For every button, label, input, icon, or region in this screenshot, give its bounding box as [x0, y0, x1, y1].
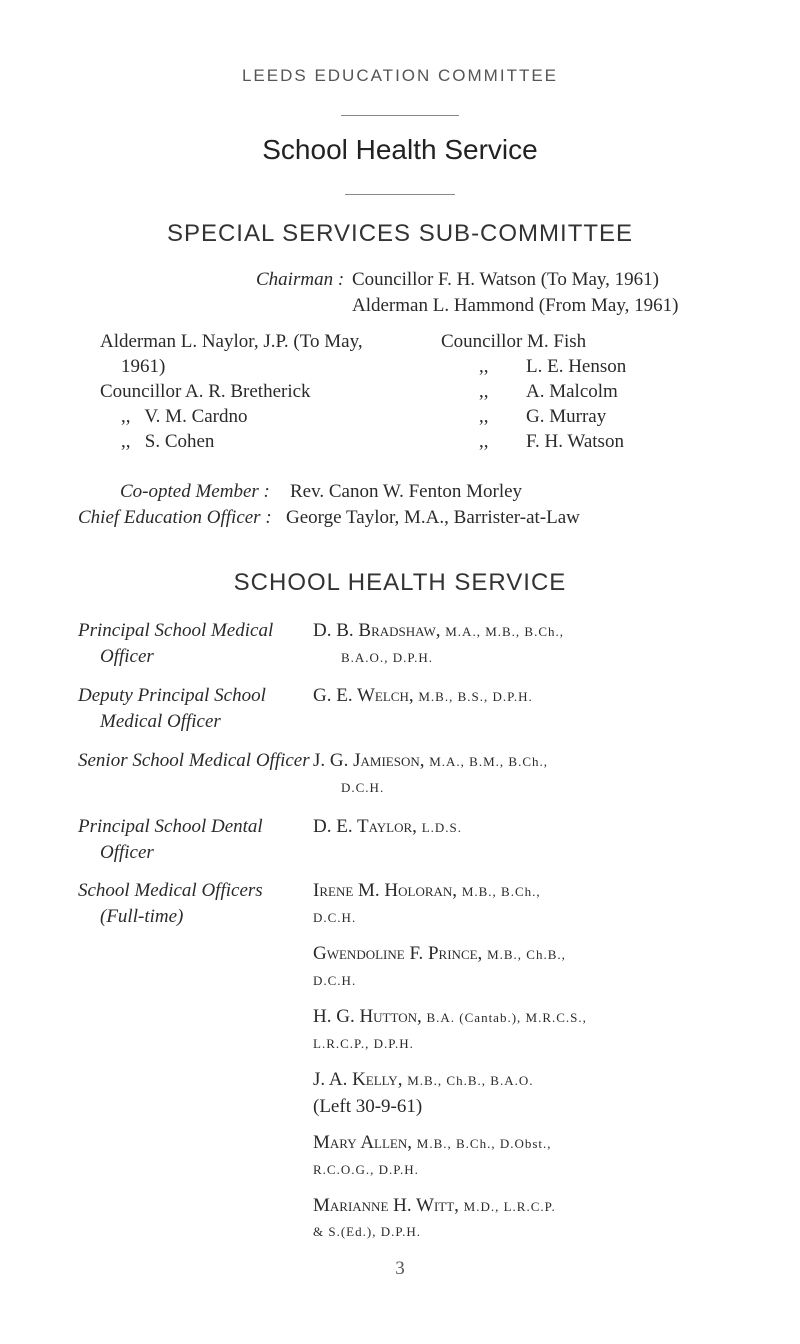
- member-right-prefix-1: ,,: [479, 356, 489, 377]
- psdo-name: D. E. Taylor,: [313, 816, 417, 837]
- ssmo-degrees-1: M.A., B.M., B.Ch.,: [429, 754, 549, 769]
- member-right-0: Councillor M. Fish: [441, 331, 587, 352]
- psdo-label-1: Principal School Dental: [78, 816, 263, 837]
- officer-2: [313, 1006, 587, 1028]
- officer-name: J. A. Kelly,: [313, 1069, 403, 1090]
- officer-degrees-2: D.C.H.: [313, 973, 357, 988]
- coopted-value: Rev. Canon W. Fenton Morley: [290, 481, 523, 502]
- officer-degrees-1: M.B., Ch.B., B.A.O.: [407, 1073, 534, 1088]
- chairman-1: Councillor F. H. Watson (To May, 1961): [352, 269, 659, 290]
- subcommittee-heading: SPECIAL SERVICES SUB-COMMITTEE: [166, 220, 634, 247]
- service-heading: SCHOOL HEALTH SERVICE: [233, 569, 567, 596]
- officer-name: Irene M. Holoran,: [313, 880, 458, 901]
- smo-label-2: (Full-time): [100, 906, 184, 927]
- officer-4: [313, 1132, 552, 1154]
- member-left-0: Alderman L. Naylor, J.P. (To May,: [100, 331, 363, 352]
- chairman-label: [256, 269, 344, 291]
- ssmo-label: Senior School Medical Officer: [78, 750, 310, 771]
- divider: [345, 194, 455, 195]
- member-right-4: F. H. Watson: [526, 431, 624, 452]
- member-left-1: 1961): [121, 356, 166, 377]
- psmo-degrees-2: B.A.O., D.P.H.: [341, 650, 434, 665]
- member-right-1: L. E. Henson: [526, 356, 627, 377]
- dpsmo-entry: [313, 685, 533, 707]
- officer-degrees-2: & S.(Ed.), D.P.H.: [313, 1224, 422, 1239]
- member-right-prefix-4: ,,: [479, 431, 489, 452]
- officer-name: Marianne H. Witt,: [313, 1195, 459, 1216]
- officer-degrees-2: L.R.C.P., D.P.H.: [313, 1036, 414, 1051]
- dpsmo-label-1: Deputy Principal School: [78, 685, 266, 706]
- ceo-value: George Taylor, M.A., Barrister-at-Law: [286, 507, 580, 528]
- member-right-prefix-2: ,,: [479, 381, 489, 402]
- officer-degrees-1: M.B., B.Ch., D.Obst.,: [416, 1136, 552, 1151]
- officer-3: [313, 1069, 533, 1091]
- officer-degrees-1: M.B., Ch.B.,: [487, 947, 566, 962]
- dpsmo-degrees: M.B., B.S., D.P.H.: [418, 689, 533, 704]
- ssmo-name: J. G. Jamieson,: [313, 750, 425, 771]
- page-number: 3: [395, 1258, 405, 1279]
- officer-name: H. G. Hutton,: [313, 1006, 422, 1027]
- psmo-label-2: Officer: [100, 646, 154, 667]
- officer-degrees-2: R.C.O.G., D.P.H.: [313, 1162, 419, 1177]
- psmo-name: D. B. Bradshaw,: [313, 620, 441, 641]
- member-right-3: G. Murray: [526, 406, 607, 427]
- member-right-prefix-3: ,,: [479, 406, 489, 427]
- officer-degrees-1: M.B., B.Ch.,: [461, 884, 541, 899]
- dpsmo-name: G. E. Welch,: [313, 685, 414, 706]
- smo-label-1: School Medical Officers: [78, 880, 263, 901]
- member-left-2: Councillor A. R. Bretherick: [100, 381, 311, 402]
- officer-note: (Left 30-9-61): [313, 1096, 423, 1117]
- dpsmo-label-2: Medical Officer: [100, 711, 221, 732]
- coopted-label: Co-opted Member :: [120, 481, 270, 502]
- chairman-2: Alderman L. Hammond (From May, 1961): [352, 295, 679, 316]
- officer-5: [313, 1195, 556, 1217]
- ssmo-degrees-2: D.C.H.: [341, 780, 385, 795]
- member-left-4: ,, S. Cohen: [121, 431, 215, 452]
- psmo-degrees-1: M.A., M.B., B.Ch.,: [445, 624, 565, 639]
- ceo-label: Chief Education Officer :: [78, 507, 272, 528]
- chairman-label-text: Chairman :: [256, 269, 345, 290]
- committee-title: LEEDS EDUCATION COMMITTEE: [241, 66, 559, 85]
- officer-0: [313, 880, 541, 902]
- ssmo-entry: [313, 750, 548, 772]
- divider: [341, 115, 459, 116]
- officer-name: Mary Allen,: [313, 1132, 413, 1153]
- member-left-3: ,, V. M. Cardno: [121, 406, 248, 427]
- officer-1: [313, 943, 566, 965]
- officer-degrees-1: B.A. (Cantab.), M.R.C.S.,: [426, 1010, 587, 1025]
- psdo-entry: [313, 816, 462, 838]
- officer-degrees-1: M.D., L.R.C.P.: [463, 1199, 556, 1214]
- officer-degrees-2: D.C.H.: [313, 910, 357, 925]
- psmo-entry: [313, 620, 564, 642]
- officer-name: Gwendoline F. Prince,: [313, 943, 483, 964]
- psdo-label-2: Officer: [100, 842, 154, 863]
- psmo-label-1: Principal School Medical: [78, 620, 274, 641]
- member-right-2: A. Malcolm: [526, 381, 618, 402]
- page-title: School Health Service: [262, 134, 538, 165]
- psdo-degrees: L.D.S.: [421, 820, 462, 835]
